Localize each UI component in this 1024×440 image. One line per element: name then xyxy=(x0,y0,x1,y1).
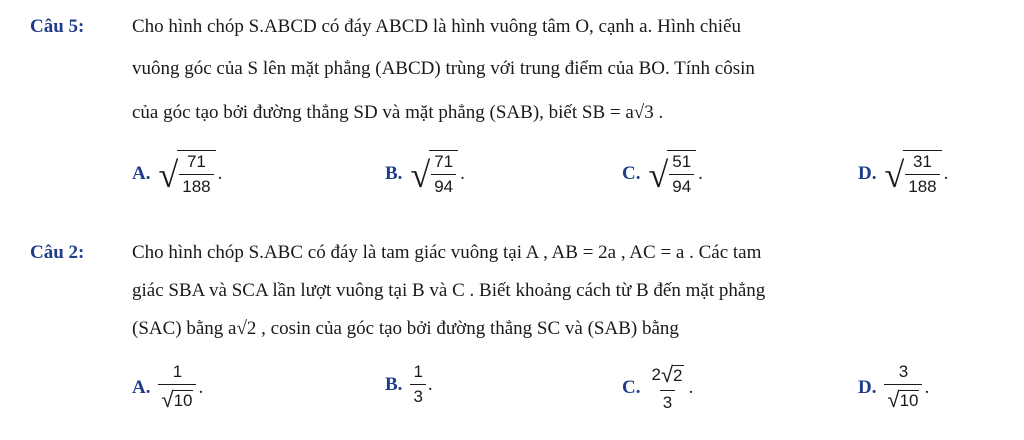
radical-symbol: √ xyxy=(660,362,674,387)
radicand: 10 xyxy=(899,390,919,410)
radical-symbol: √ xyxy=(161,387,174,412)
option-punct: . xyxy=(924,376,930,398)
fraction-numerator: 31 xyxy=(912,152,932,171)
question-2-option-b[interactable] xyxy=(385,362,433,407)
fraction-denominator: 188 xyxy=(905,174,939,197)
fraction-denominator: 94 xyxy=(669,174,694,197)
question-2-line-3: (SAC) bằng a√2 , cosin của góc tạo bởi đường thẳng SC và (SAB) bằng xyxy=(132,318,679,339)
option-letter: B. xyxy=(385,373,403,395)
fraction-numerator: 51 xyxy=(672,152,692,171)
option-punct: . xyxy=(698,162,703,184)
option-letter: D. xyxy=(858,162,877,184)
question-2-option-a[interactable] xyxy=(132,362,203,413)
question-2-line-2: giác SBA và SCA lần lượt vuông tại B và C . Biết khoảng cách từ B đến mặt phẳng xyxy=(132,280,766,301)
fraction-numerator: 71 xyxy=(186,152,206,171)
fraction-numerator: 1 xyxy=(172,362,183,381)
fraction-denominator: 94 xyxy=(431,174,456,197)
radical-symbol: √ xyxy=(887,387,900,412)
radical-symbol: √ xyxy=(158,154,179,195)
fraction-denominator: 188 xyxy=(179,174,213,197)
question-2-option-d[interactable] xyxy=(858,362,929,413)
option-punct: . xyxy=(688,376,694,398)
option-punct: . xyxy=(198,376,204,398)
option-punct: . xyxy=(217,162,223,184)
fraction-numerator: 3 xyxy=(898,362,909,381)
option-letter: D. xyxy=(858,376,877,398)
question-2-label: Câu 2: xyxy=(30,242,85,263)
radical-symbol: √ xyxy=(410,154,431,195)
option-punct: . xyxy=(943,162,949,184)
numerator-coefficient: 2 xyxy=(651,365,661,384)
option-letter: C. xyxy=(622,376,641,398)
fraction-numerator: 1 xyxy=(413,362,423,381)
radicand: 2 xyxy=(673,365,683,385)
fraction-numerator: 71 xyxy=(434,152,454,171)
question-2-line-1: Cho hình chóp S.ABC có đáy là tam giác vuông tại A , AB = 2a , AC = a . Các tam xyxy=(132,242,762,263)
option-letter: C. xyxy=(622,162,641,184)
radical-symbol: √ xyxy=(648,154,669,195)
option-punct: . xyxy=(460,162,465,184)
question-5-option-c[interactable] xyxy=(622,150,703,197)
option-letter: B. xyxy=(385,162,403,184)
radical-symbol: √ xyxy=(884,154,905,195)
option-letter: A. xyxy=(132,162,151,184)
fraction-denominator: 3 xyxy=(660,390,675,413)
question-5-option-d[interactable] xyxy=(858,150,948,197)
question-5-label: Câu 5: xyxy=(30,16,85,37)
question-5-option-b[interactable] xyxy=(385,150,465,197)
fraction-denominator: 3 xyxy=(410,384,425,407)
question-5-line-1: Cho hình chóp S.ABCD có đáy ABCD là hình vuông tâm O, cạnh a. Hình chiếu xyxy=(132,16,741,37)
question-5-line-3: của góc tạo bởi đường thẳng SD và mặt phẳng (SAB), biết SB = a√3 . xyxy=(132,102,664,123)
option-punct: . xyxy=(427,373,433,395)
radicand: 10 xyxy=(173,390,193,410)
question-5-line-2: vuông góc của S lên mặt phẳng (ABCD) trùng với trung điểm của BO. Tính côsin xyxy=(132,58,755,79)
question-2-option-c[interactable] xyxy=(622,362,693,413)
option-letter: A. xyxy=(132,376,151,398)
question-5-option-a[interactable] xyxy=(132,150,222,197)
